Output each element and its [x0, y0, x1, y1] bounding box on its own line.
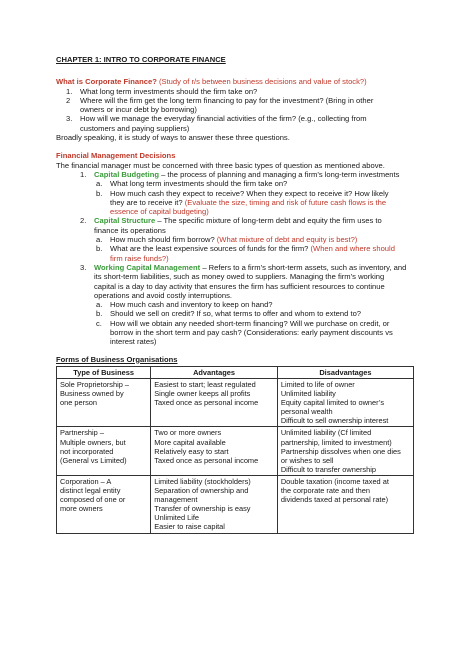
working-capital-definition: – Refers to a firm’s short-term assets, such as inventory, and: [202, 262, 407, 272]
table-cell-dis: [277, 475, 413, 533]
sub-item: [56, 189, 412, 198]
cell-line: Equity capital limited to owner’s: [280, 398, 385, 408]
sub-item: [56, 207, 412, 216]
sub-item-segment: Should we sell on credit? If so, what terms to offer and whom to extend to?: [110, 309, 362, 319]
item-number: 2: [66, 95, 71, 105]
table-row: [57, 379, 414, 427]
cell-line: Partnership –: [60, 428, 104, 438]
cell-line: More capital available: [154, 437, 226, 447]
sub-item-note: (What mixture of debt and equity is best?): [216, 235, 358, 245]
header-advantages: Advantages: [151, 366, 278, 378]
sub-item-text: [110, 235, 357, 244]
chapter-title: CHAPTER 1: INTRO TO CORPORATE FINANCE: [56, 55, 226, 64]
header-disadvantages: Disadvantages: [277, 366, 413, 378]
cell-line: Unlimited Life: [154, 513, 200, 523]
table-header-row: [57, 366, 414, 378]
sub-item-segment: interest rates): [110, 337, 157, 347]
capital-structure-definition: – The specific mixture of long-term debt and equity the firm uses to: [157, 216, 382, 226]
sub-item-letter: a.: [96, 300, 103, 310]
intro-heading: What is Corporate Finance?: [56, 77, 157, 87]
item-number: 1.: [80, 169, 87, 179]
item-number: 2.: [80, 216, 87, 226]
intro-heading-note: (Study of r/s between business decisions and value of stock?): [158, 77, 367, 87]
fmd-intro: The financial manager must be concerned with three basic types of question as mentioned above.: [56, 160, 385, 170]
cell-line: Corporation – A: [60, 476, 112, 486]
sub-item-letter: [96, 328, 110, 337]
sub-item-text: [110, 309, 361, 318]
table-cell-type: [57, 379, 151, 427]
table-cell-dis: [277, 379, 413, 427]
list-item: [56, 105, 412, 114]
cell-line: one person: [60, 398, 97, 408]
definition-line: capital is a day to day activity that ensures the firm has sufficient resources to continue: [94, 281, 385, 291]
capital-budgeting-term: Capital Budgeting: [94, 169, 159, 179]
cell-line: Limited liability (stockholders): [154, 476, 251, 486]
sub-item-text: [110, 179, 287, 188]
table-row: [57, 427, 414, 475]
sub-item: [56, 179, 412, 188]
cell-line: Relatively easy to start: [154, 446, 229, 456]
list-item: [56, 87, 412, 96]
item-number: [66, 105, 80, 114]
header-type: Type of Business: [57, 366, 151, 378]
list-item: [56, 124, 412, 133]
sub-item: [56, 328, 412, 337]
sub-item-text: [110, 207, 209, 216]
capital-structure-item: [56, 216, 412, 225]
definition-line: operations and avoid costly interruptions.: [94, 290, 233, 300]
sub-item-segment: How much should firm borrow?: [110, 235, 217, 245]
sub-item-text: [110, 337, 156, 346]
item-text: How will we manage the everyday financial activities of the firm? (e.g., collecting from: [80, 114, 367, 124]
sub-item-letter: [96, 337, 110, 346]
cell-line: Business owned by: [60, 389, 124, 399]
capital-structure-definition-cont: finance its operations: [94, 225, 166, 235]
table-cell-type: [57, 427, 151, 475]
cell-line: Easiest to start; least regulated: [154, 380, 256, 389]
sub-item-letter: b.: [96, 188, 103, 198]
sub-item: [56, 235, 412, 244]
forms-of-business-table: [56, 366, 414, 534]
cell-line: Taxed once as personal income: [154, 398, 259, 408]
table-cell-dis: [277, 427, 413, 475]
cell-line: Sole Proprietorship –: [60, 380, 130, 389]
item-text: customers and paying suppliers): [80, 123, 190, 133]
forms-heading: Forms of Business Organisations: [56, 354, 178, 364]
sub-item-note: essence of capital budgeting): [110, 207, 209, 217]
cell-line: the corporate rate and then: [280, 486, 370, 496]
fmd-heading: Financial Management Decisions: [56, 151, 176, 161]
sub-item: [56, 254, 412, 263]
item-number: 3.: [80, 262, 87, 272]
sub-item-text: [110, 198, 386, 207]
item-text: owners or incur debt by borrowing): [80, 105, 197, 115]
cell-line: Taxed once as personal income: [154, 455, 259, 465]
working-capital-term: Working Capital Management: [94, 262, 201, 272]
cell-line: not incorporated: [60, 446, 114, 456]
cell-line: management: [154, 495, 198, 505]
list-item: [56, 114, 412, 123]
sub-item-letter: c.: [96, 318, 102, 328]
cell-line: distinct legal entity: [60, 486, 121, 496]
cell-line: Unlimited liability: [280, 389, 336, 399]
sub-item-letter: a.: [96, 235, 103, 245]
sub-item: [56, 337, 412, 346]
sub-item-letter: [96, 198, 110, 207]
sub-item-segment: How will we obtain any needed short-term financing? Will we purchase on credit, or: [110, 318, 390, 328]
list-item: [56, 96, 412, 105]
item-text: What long term investments should the firm take on?: [80, 86, 258, 96]
sub-item-letter: [96, 207, 110, 216]
cell-line: Single owner keeps all profits: [154, 389, 251, 399]
sub-item: [56, 198, 412, 207]
cell-line: Easier to raise capital: [154, 522, 225, 532]
cell-line: Double taxation (income taxed at: [280, 476, 389, 486]
intro-heading-line: [56, 77, 412, 86]
capital-structure-subitems: [56, 235, 412, 263]
cell-line: Difficult to transfer ownership: [280, 464, 376, 474]
sub-item-text: [110, 189, 389, 198]
cell-line: Transfer of ownership is easy: [154, 504, 251, 514]
cell-line: or wishes to sell: [280, 455, 334, 465]
sub-item-note: firm raise funds?): [110, 253, 169, 263]
sub-item-letter: a.: [96, 179, 103, 189]
sub-item-segment: What are the least expensive sources of funds for the firm?: [110, 244, 311, 254]
cell-line: personal wealth: [280, 407, 333, 417]
capital-budgeting-definition: – the process of planning and managing a firm’s long-term investments: [161, 169, 400, 179]
definition-line: its short-term liabilities, such as money owed to suppliers. Managing the firm’s working: [94, 272, 385, 282]
cell-line: (General vs Limited): [60, 455, 127, 465]
working-capital-subitems: [56, 300, 412, 346]
sub-item: [56, 300, 412, 309]
sub-item-note: (When and where should: [310, 244, 395, 254]
cell-line: Partnership dissolves when one dies: [280, 446, 401, 456]
sub-item-letter: b.: [96, 244, 103, 254]
sub-item-segment: borrow in the short term and pay cash? (Considerations: early payment discounts vs: [110, 328, 393, 338]
table-row: [57, 475, 414, 533]
item-text: Where will the firm get the long term financing to pay for the investment? (Bring in other: [80, 95, 374, 105]
sub-item-text: [110, 300, 273, 309]
sub-item: [56, 244, 412, 253]
capital-budgeting-item: [56, 170, 412, 179]
sub-item-text: [110, 319, 389, 328]
capital-structure-term: Capital Structure: [94, 216, 156, 226]
sub-item-letter: b.: [96, 309, 103, 319]
cell-line: Unlimited liability (Cf limited: [280, 428, 372, 438]
working-capital-item: [56, 263, 412, 272]
cell-line: composed of one or: [60, 495, 126, 505]
sub-item-segment: What long term investments should the firm take on?: [110, 179, 288, 189]
cell-line: partnership, limited to investment): [280, 437, 392, 447]
intro-summary: Broadly speaking, it is study of ways to answer these three questions.: [56, 133, 290, 143]
item-number: 1.: [66, 86, 73, 96]
cell-line: Multiple owners, but: [60, 437, 126, 447]
sub-item-text: [110, 244, 395, 253]
capital-budgeting-subitems: [56, 179, 412, 216]
sub-item-text: [110, 328, 393, 337]
cell-line: Separation of ownership and: [154, 486, 249, 496]
table-cell-adv: [151, 475, 278, 533]
sub-item-segment: How much cash and inventory to keep on hand?: [110, 300, 273, 310]
table-cell-type: [57, 475, 151, 533]
cell-line: Limited to life of owner: [280, 380, 355, 389]
sub-item-note: (Evaluate the size, timing and risk of future cash flows is the: [184, 197, 387, 207]
sub-item-segment: How much cash they expect to receive? When they expect to receive it? How likely: [110, 188, 389, 198]
cell-line: Two or more owners: [154, 428, 222, 438]
intro-question-list: [56, 87, 412, 133]
sub-item: [56, 319, 412, 328]
working-capital-definition-cont: [56, 272, 412, 300]
sub-item: [56, 309, 412, 318]
item-number: 3.: [66, 114, 73, 124]
cell-line: dividends taxed at personal rate): [280, 495, 389, 505]
item-number: [66, 124, 80, 133]
cell-line: Difficult to sell ownership interest: [280, 416, 389, 426]
cell-line: more owners: [60, 504, 103, 514]
sub-item-letter: [96, 254, 110, 263]
sub-item-text: [110, 254, 169, 263]
table-cell-adv: [151, 379, 278, 427]
table-cell-adv: [151, 427, 278, 475]
sub-item-segment: they are to receive it?: [110, 197, 185, 207]
